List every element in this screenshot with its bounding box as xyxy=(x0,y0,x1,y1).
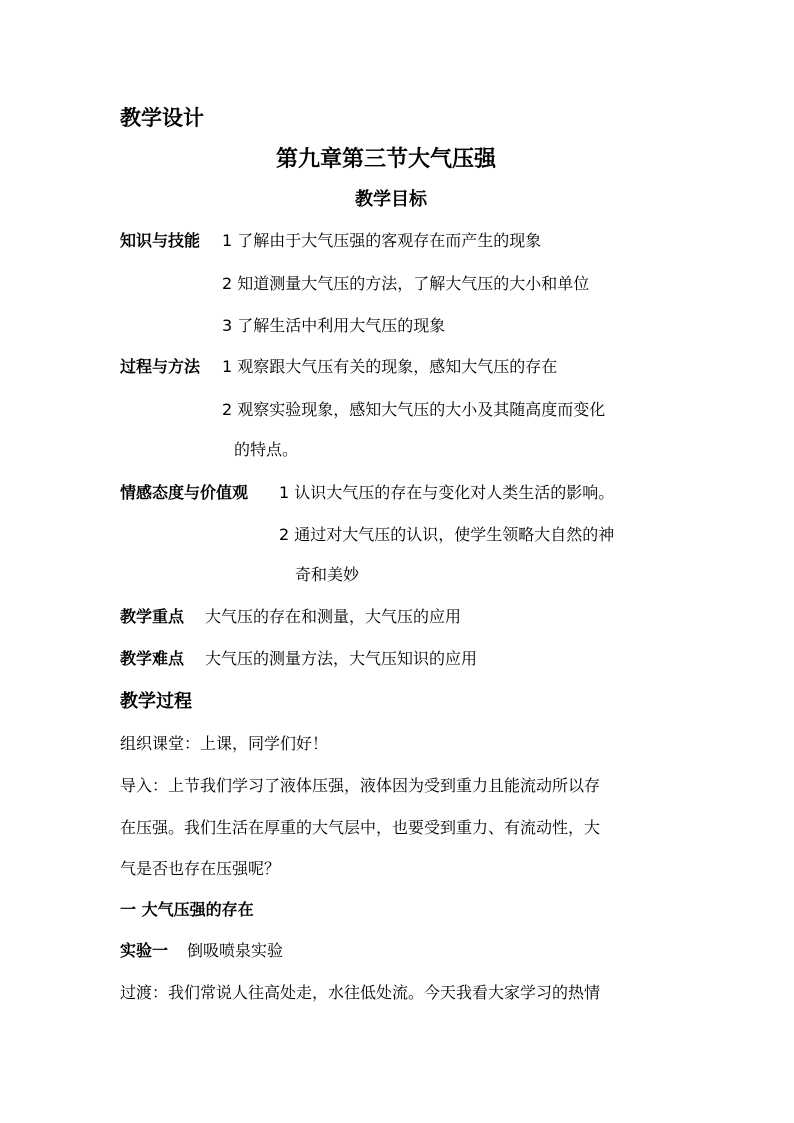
difficulty-label: 教学难点 xyxy=(120,649,185,668)
section-one-heading: 一 大气压强的存在 xyxy=(120,900,254,919)
emotion-item: 2 通过对大气压的认识，使学生领略大自然的神 xyxy=(279,525,615,544)
knowledge-item: 1 了解由于大气压强的客观存在而产生的现象 xyxy=(222,231,542,250)
experiment-one-label: 实验一 xyxy=(120,941,169,960)
intro-line: 在压强。我们生活在厚重的大气层中，也要受到重力、有流动性，大 xyxy=(120,818,601,837)
transition-text: 过渡：我们常说人往高处走，水往低处流。今天我看大家学习的热情 xyxy=(120,983,601,1002)
experiment-one-text: 倒吸喷泉实验 xyxy=(187,941,284,960)
knowledge-label: 知识与技能 xyxy=(120,231,201,250)
intro-line: 气是否也存在压强呢？ xyxy=(120,859,281,878)
emotion-item: 1 认识大气压的存在与变化对人类生活的影响。 xyxy=(279,483,615,502)
knowledge-item: 2 知道测量大气压的方法，了解大气压的大小和单位 xyxy=(222,274,590,293)
process-item: 1 观察跟大气压有关的现象，感知大气压的存在 xyxy=(222,357,558,376)
goals-heading: 教学目标 xyxy=(355,189,427,210)
page-title: 第九章第三节大气压强 xyxy=(276,147,497,172)
process-label: 过程与方法 xyxy=(120,357,201,376)
difficulty-text: 大气压的测量方法，大气压知识的应用 xyxy=(205,649,478,668)
emotion-label: 情感态度与价值观 xyxy=(120,483,249,502)
process-item: 的特点。 xyxy=(234,440,299,459)
process-item: 2 观察实验现象，感知大气压的大小及其随高度而变化 xyxy=(222,400,606,419)
key-point-label: 教学重点 xyxy=(120,607,185,626)
intro-line: 导入：上节我们学习了液体压强，液体因为受到重力且能流动所以存 xyxy=(120,776,601,795)
emotion-item: 奇和美妙 xyxy=(295,565,360,584)
organize-text: 组织课堂：上课，同学们好！ xyxy=(120,734,329,753)
process-heading: 教学过程 xyxy=(120,691,192,712)
doc-heading: 教学设计 xyxy=(120,106,204,130)
knowledge-item: 3 了解生活中利用大气压的现象 xyxy=(222,316,446,335)
key-point-text: 大气压的存在和测量，大气压的应用 xyxy=(205,607,462,626)
